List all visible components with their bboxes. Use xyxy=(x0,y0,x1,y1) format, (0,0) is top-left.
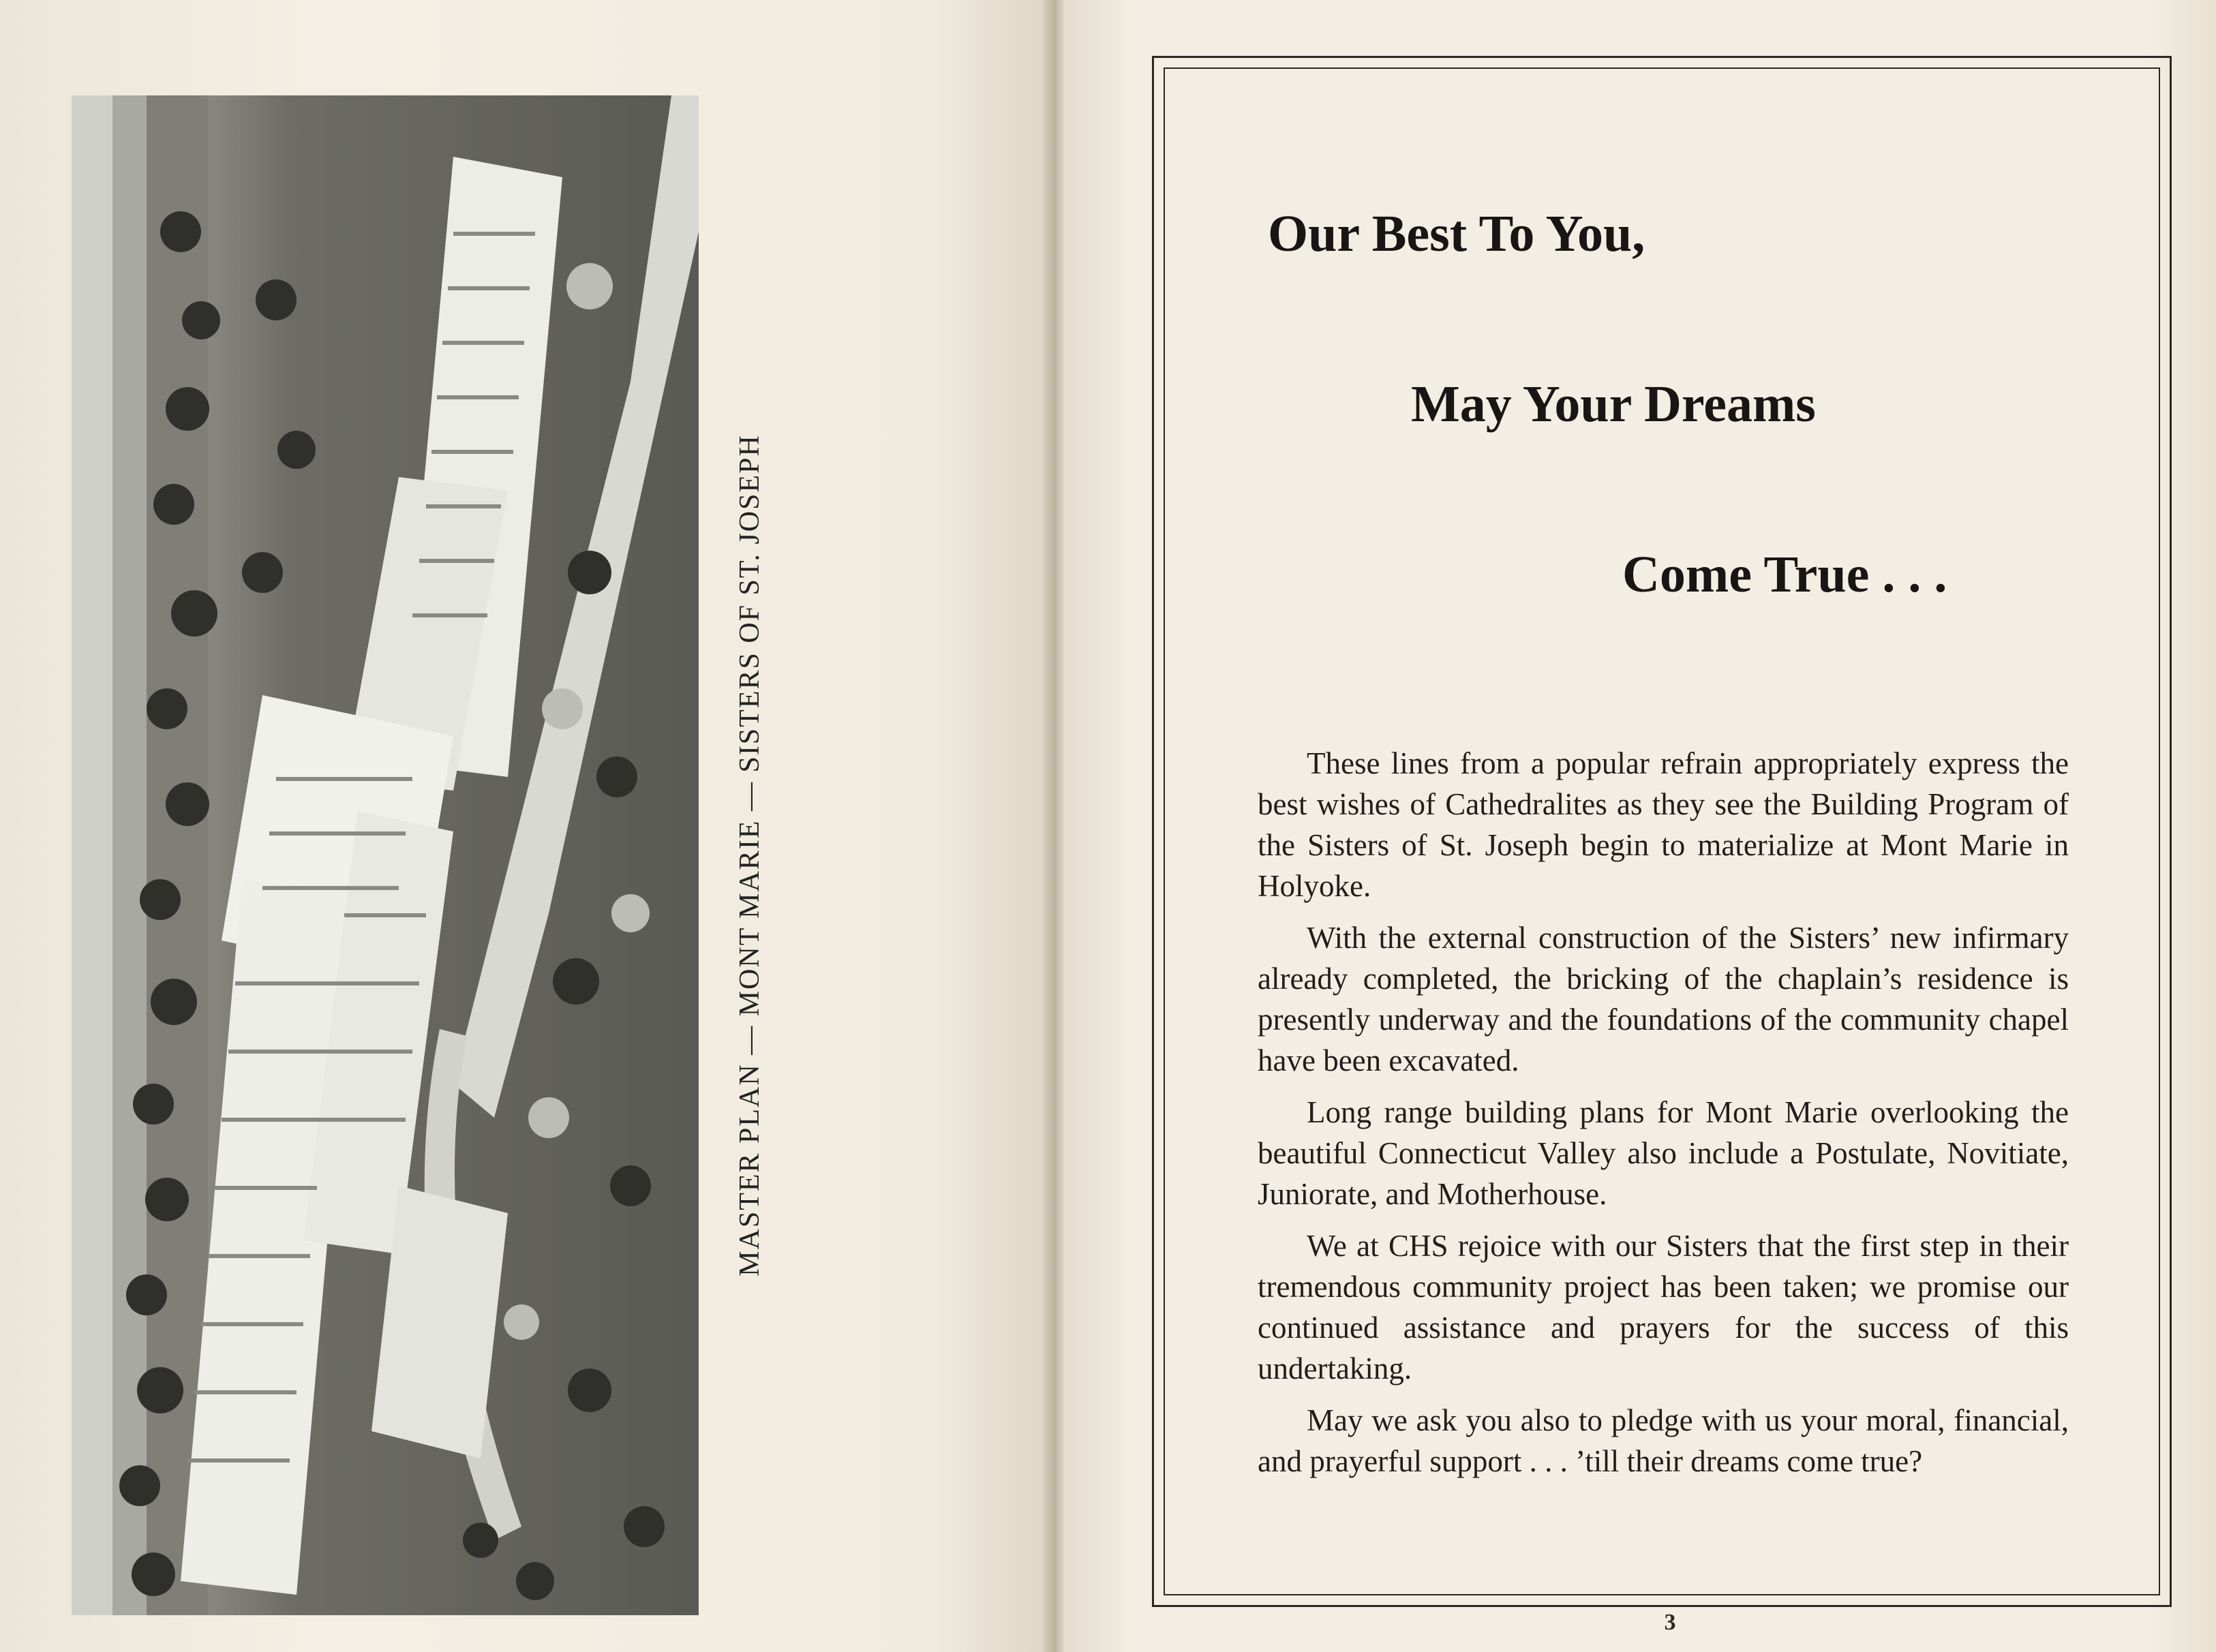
paragraph: We at CHS rejoice with our Sisters that the first step in their tremendous community project has been taken; we promise our continued assistance and prayers for the success of this undertaking. xyxy=(1258,1229,2069,1386)
page-number: 3 xyxy=(1664,1610,1676,1635)
master-plan-aerial-photo xyxy=(72,95,699,1615)
paragraph: These lines from a popular refrain appropriately express the best wishes of Cathedralites as they see the Building Program of the Sisters of St. Joseph begin to materialize at Mont Marie in Holyoke. xyxy=(1258,746,2069,903)
paragraph: Long range building plans for Mont Marie overlooking the beautiful Connecticut Valley also include a Postulate, Novitiate, Juniorate, and Motherhouse. xyxy=(1258,1095,2069,1211)
left-page xyxy=(0,0,1055,1652)
headline-line-1: Our Best To You, xyxy=(1268,205,1645,262)
article-body xyxy=(1258,743,2069,1493)
paragraph: May we ask you also to pledge with us your moral, financial, and prayerful support . . . ’till their dreams come true? xyxy=(1258,1403,2069,1478)
paragraph: With the external construction of the Sisters’ new infirmary already completed, the bricking of the chaplain’s residence is presently underway and the foundations of the community chapel have been excavated. xyxy=(1258,921,2069,1077)
aerial-rendering-illustration xyxy=(72,95,699,1615)
headline-line-2: May Your Dreams xyxy=(1411,376,1816,433)
caption-text: MASTER PLAN — MONT MARIE — SISTERS OF ST. JOSEPH xyxy=(734,434,765,1276)
photo-caption xyxy=(709,95,791,1615)
headline-line-3: Come True . . . xyxy=(1622,546,1947,603)
